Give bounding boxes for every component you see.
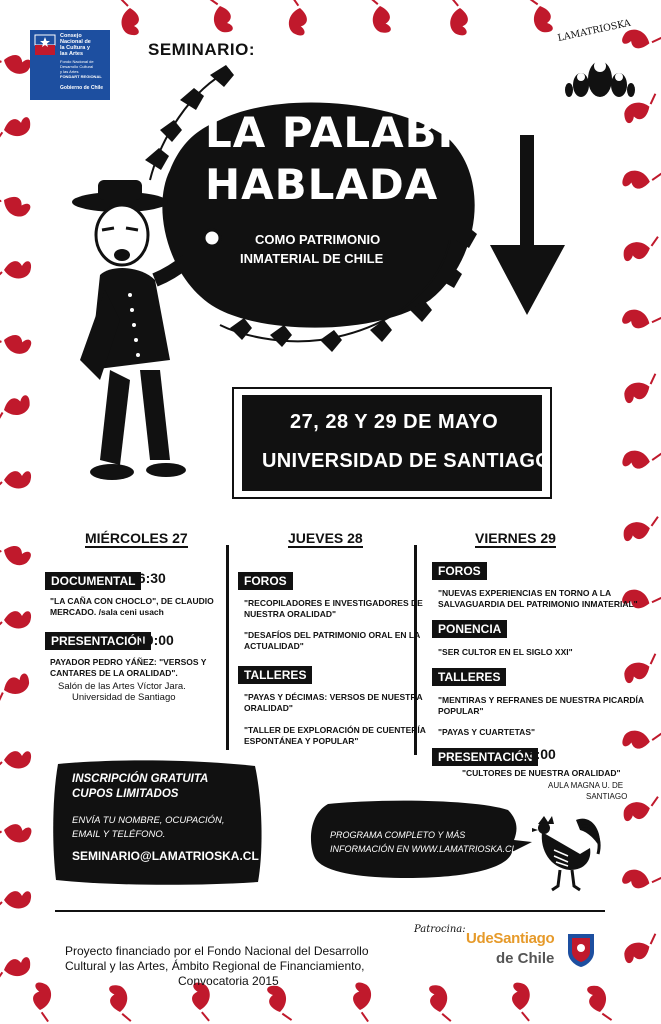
event-text: PAYADOR PEDRO YÁÑEZ: "VERSOS Y [50, 657, 207, 667]
border-flowers-bottom [29, 982, 611, 1024]
day-title-fri: VIERNES 29 [475, 530, 556, 546]
chile-shield-icon [34, 34, 56, 56]
column-divider [226, 545, 229, 750]
proyecto-line1: Proyecto financiado por el Fondo Nacional del Desarrollo [65, 944, 369, 958]
proyecto-line3: Convocatoria 2015 [178, 974, 279, 988]
border-flowers-left [0, 48, 33, 981]
event-text: POPULAR" [438, 706, 484, 716]
event-text: "SER CULTOR EN EL SIGLO XXI" [438, 647, 573, 657]
gobierno-label: Gobierno de Chile [60, 85, 104, 91]
usach-line2: de Chile [496, 950, 555, 967]
programa-speech-bubble [308, 800, 533, 880]
tag-talleres: TALLERES [238, 666, 312, 684]
consejo-line: la Cultura y [60, 45, 90, 51]
dates-line2: UNIVERSIDAD DE SANTIAGO [262, 450, 552, 472]
programa-line2[interactable]: INFORMACIÓN EN WWW.LAMATRIOSKA.CL [330, 844, 517, 854]
event-text: "NUEVAS EXPERIENCIAS EN TORNO A LA [438, 588, 612, 598]
fondo-line: y las Artes [60, 69, 79, 74]
border-flowers-top [120, 0, 554, 36]
event-text: "CULTORES DE NUESTRA ORALIDAD" [462, 768, 621, 778]
tag-documental: DOCUMENTAL [45, 572, 141, 590]
event-text: NUESTRA ORALIDAD" [244, 609, 337, 619]
title-sub2: INMATERIAL DE CHILE [240, 251, 384, 266]
event-text: "PAYAS Y DÉCIMAS: VERSOS DE NUESTRA [244, 692, 423, 702]
event-text: ESPONTÁNEA Y POPULAR" [244, 736, 359, 746]
border-flowers-right [621, 25, 661, 964]
fondo-line: Fondo Nacional de [60, 59, 94, 64]
inscripcion-line2: CUPOS LIMITADOS [72, 788, 179, 800]
dates-box [232, 387, 552, 499]
title-line1: LA PALABRA [205, 108, 505, 157]
matrioska-dolls-icon [565, 49, 635, 99]
tag-presentacion: PRESENTACIÓN [432, 748, 538, 766]
event-text: MERCADO. /sala ceni usach [50, 607, 164, 617]
inscripcion-line4: EMAIL Y TELÉFONO. [72, 829, 166, 840]
patrocina-label: Patrocina: [414, 924, 466, 935]
place-text: Salón de las Artes Víctor Jara. [58, 681, 186, 692]
event-text: "LA CAÑA CON CHOCLO", DE CLAUDIO [50, 596, 214, 606]
fondo-line: FONDART REGIONAL [60, 74, 102, 79]
inscripcion-line1: INSCRIPCIÓN GRATUITA [72, 773, 209, 785]
down-arrow-icon [490, 135, 570, 320]
dates-line1: 27, 28 Y 29 DE MAYO [290, 411, 499, 433]
usach-logo [466, 930, 596, 980]
brand-label: LAMATRIOSKA [556, 17, 632, 44]
programa-line1: PROGRAMA COMPLETO Y MÁS [330, 830, 466, 840]
tag-foros: FOROS [238, 572, 293, 590]
event-text: "MENTIRAS Y REFRANES DE NUESTRA PICARDÍA [438, 695, 645, 705]
event-text: "TALLER DE EXPLORACIÓN DE CUENTERÍA [244, 725, 426, 735]
event-text: ORALIDAD" [244, 703, 293, 713]
matrioska-logo [555, 17, 645, 103]
tag-talleres: TALLERES [432, 668, 506, 686]
tag-ponencia: PONENCIA [432, 620, 507, 638]
place-text: AULA MAGNA U. DE [548, 781, 624, 790]
event-text: ACTUALIDAD" [244, 641, 304, 651]
time-label: 18:00 [520, 746, 556, 762]
event-text: CANTARES DE LA ORALIDAD". [50, 668, 178, 678]
usach-shield-icon [566, 932, 596, 968]
inscripcion-email[interactable]: SEMINARIO@LAMATRIOSKA.CL [72, 849, 259, 863]
day-title-wed: MIÉRCOLES 27 [85, 530, 188, 546]
event-text: "DESAFÍOS DEL PATRIMONIO ORAL EN LA [244, 630, 421, 640]
seminario-label: SEMINARIO: [148, 40, 255, 59]
event-text: "RECOPILADORES E INVESTIGADORES DE [244, 598, 423, 608]
consejo-line: Consejo [60, 33, 82, 39]
proyecto-line2: Cultural y las Artes, Ámbito Regional de Financiamiento, [65, 959, 365, 973]
place-text: Universidad de Santiago [72, 692, 176, 703]
tag-presentacion: PRESENTACIÓN [45, 632, 151, 650]
time-label: 16:30 [130, 570, 166, 586]
consejo-line: Nacional de [60, 39, 91, 45]
day-title-thu: JUEVES 28 [288, 530, 363, 546]
fondo-line: Desarrollo Cultural [60, 64, 94, 69]
usach-line1: UdeSantiago [466, 930, 555, 947]
huaso-illustration [60, 180, 240, 500]
event-text: SALVAGUARDIA DEL PATRIMONIO INMATERIAL" [438, 599, 638, 609]
inscripcion-line3: ENVÍA TU NOMBRE, OCUPACIÓN, [72, 815, 225, 826]
rooster-illustration [530, 810, 605, 895]
tag-foros: FOROS [432, 562, 487, 580]
consejo-line: las Artes [60, 51, 84, 57]
title-sub1: COMO PATRIMONIO [255, 232, 381, 247]
event-text: "PAYAS Y CUARTETAS" [438, 727, 536, 737]
time-label: 19:00 [138, 632, 174, 648]
title-line2: HABLADA [205, 160, 439, 209]
column-divider [414, 545, 417, 755]
place-text: SANTIAGO [586, 792, 628, 801]
footer-divider [55, 910, 605, 912]
consejo-logo [30, 30, 110, 100]
